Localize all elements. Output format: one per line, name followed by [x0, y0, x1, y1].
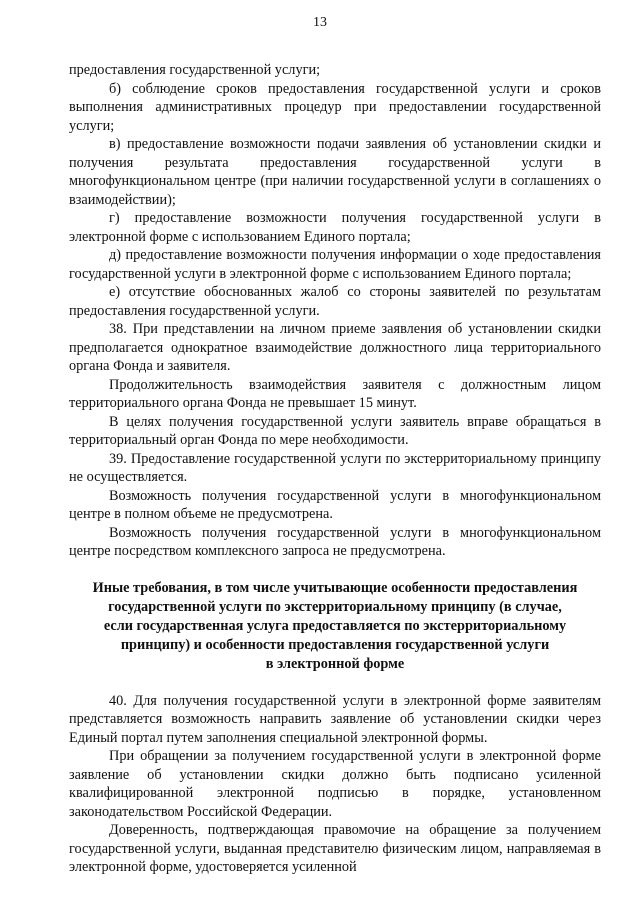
section-heading-line: принципу) и особенности предоставления государственной услуги [120, 636, 550, 653]
paragraph-continuation: предоставления государственной услуги; [69, 62, 321, 78]
paragraph-mfc-complex: Возможность получения государственной услуги в многофункциональном центре посредством комплексного запроса не предусмотрена. [69, 524, 601, 559]
list-item-g: г) предоставление возможности получения государственной услуги в электронной форме с использованием Единого портала; [69, 210, 601, 245]
paragraph-appeal: В целях получения государственной услуги заявитель вправе обращаться в территориальный орган Фонда по мере необходимости. [69, 413, 601, 448]
page-number: 13 [313, 15, 327, 30]
paragraph-39: 39. Предоставление государственной услуги по экстерриториальному принципу не осуществляется. [69, 450, 601, 485]
paragraph-power-of-attorney: Доверенность, подтверждающая правомочие на обращение за получением государственной услуги, выданная представителю физическим лицом, направляемая в электронной форме, удостоверяется усиленной [69, 822, 601, 875]
list-item-b: б) соблюдение сроков предоставления государственной услуги и сроков выполнения административных процедур при предоставлении государственной услуги; [69, 80, 601, 134]
document-body [69, 61, 601, 877]
section-heading-line: если государственная услуга предоставляется по экстерриториальному [103, 617, 567, 634]
list-item-e: е) отсутствие обоснованных жалоб со стороны заявителей по результатам предоставления государственной услуги. [69, 284, 601, 319]
section-heading-line: в электронной форме [265, 655, 405, 672]
section-heading-line: государственной услуги по экстерриториальному принципу (в случае, [108, 598, 562, 615]
section-heading-line: Иные требования, в том числе учитывающие особенности предоставления [92, 579, 578, 596]
section-heading [69, 579, 601, 674]
paragraph-signature: При обращении за получением государственной услуги в электронной форме заявление об установлении скидки должно быть подписано усиленной квалифицированной электронной подписью в порядке, установленном законодательством Российской Федерации. [69, 748, 601, 820]
paragraph-40: 40. Для получения государственной услуги в электронной форме заявителям представляется возможность направить заявление об установлении скидки через Единый портал путем заполнения специальной электронной формы. [69, 692, 601, 746]
paragraph-38: 38. При представлении на личном приеме заявления об установлении скидки предполагается однократное взаимодействие должностного лица территориального органа Фонда и заявителя. [69, 321, 601, 374]
list-item-d: д) предоставление возможности получения информации о ходе предоставления государственной услуги в электронной форме с использованием Единого портала; [69, 247, 601, 282]
list-item-v: в) предоставление возможности подачи заявления об установлении скидки и получения результата предоставления государственной услуги в многофункциональном центре (при наличии государственной услуги в соглашениях о взаимодействии); [69, 136, 601, 208]
paragraph-duration: Продолжительность взаимодействия заявителя с должностным лицом территориального органа Фонда не превышает 15 минут. [69, 376, 601, 411]
paragraph-mfc-full: Возможность получения государственной услуги в многофункциональном центре в полном объеме не предусмотрена. [69, 487, 601, 522]
